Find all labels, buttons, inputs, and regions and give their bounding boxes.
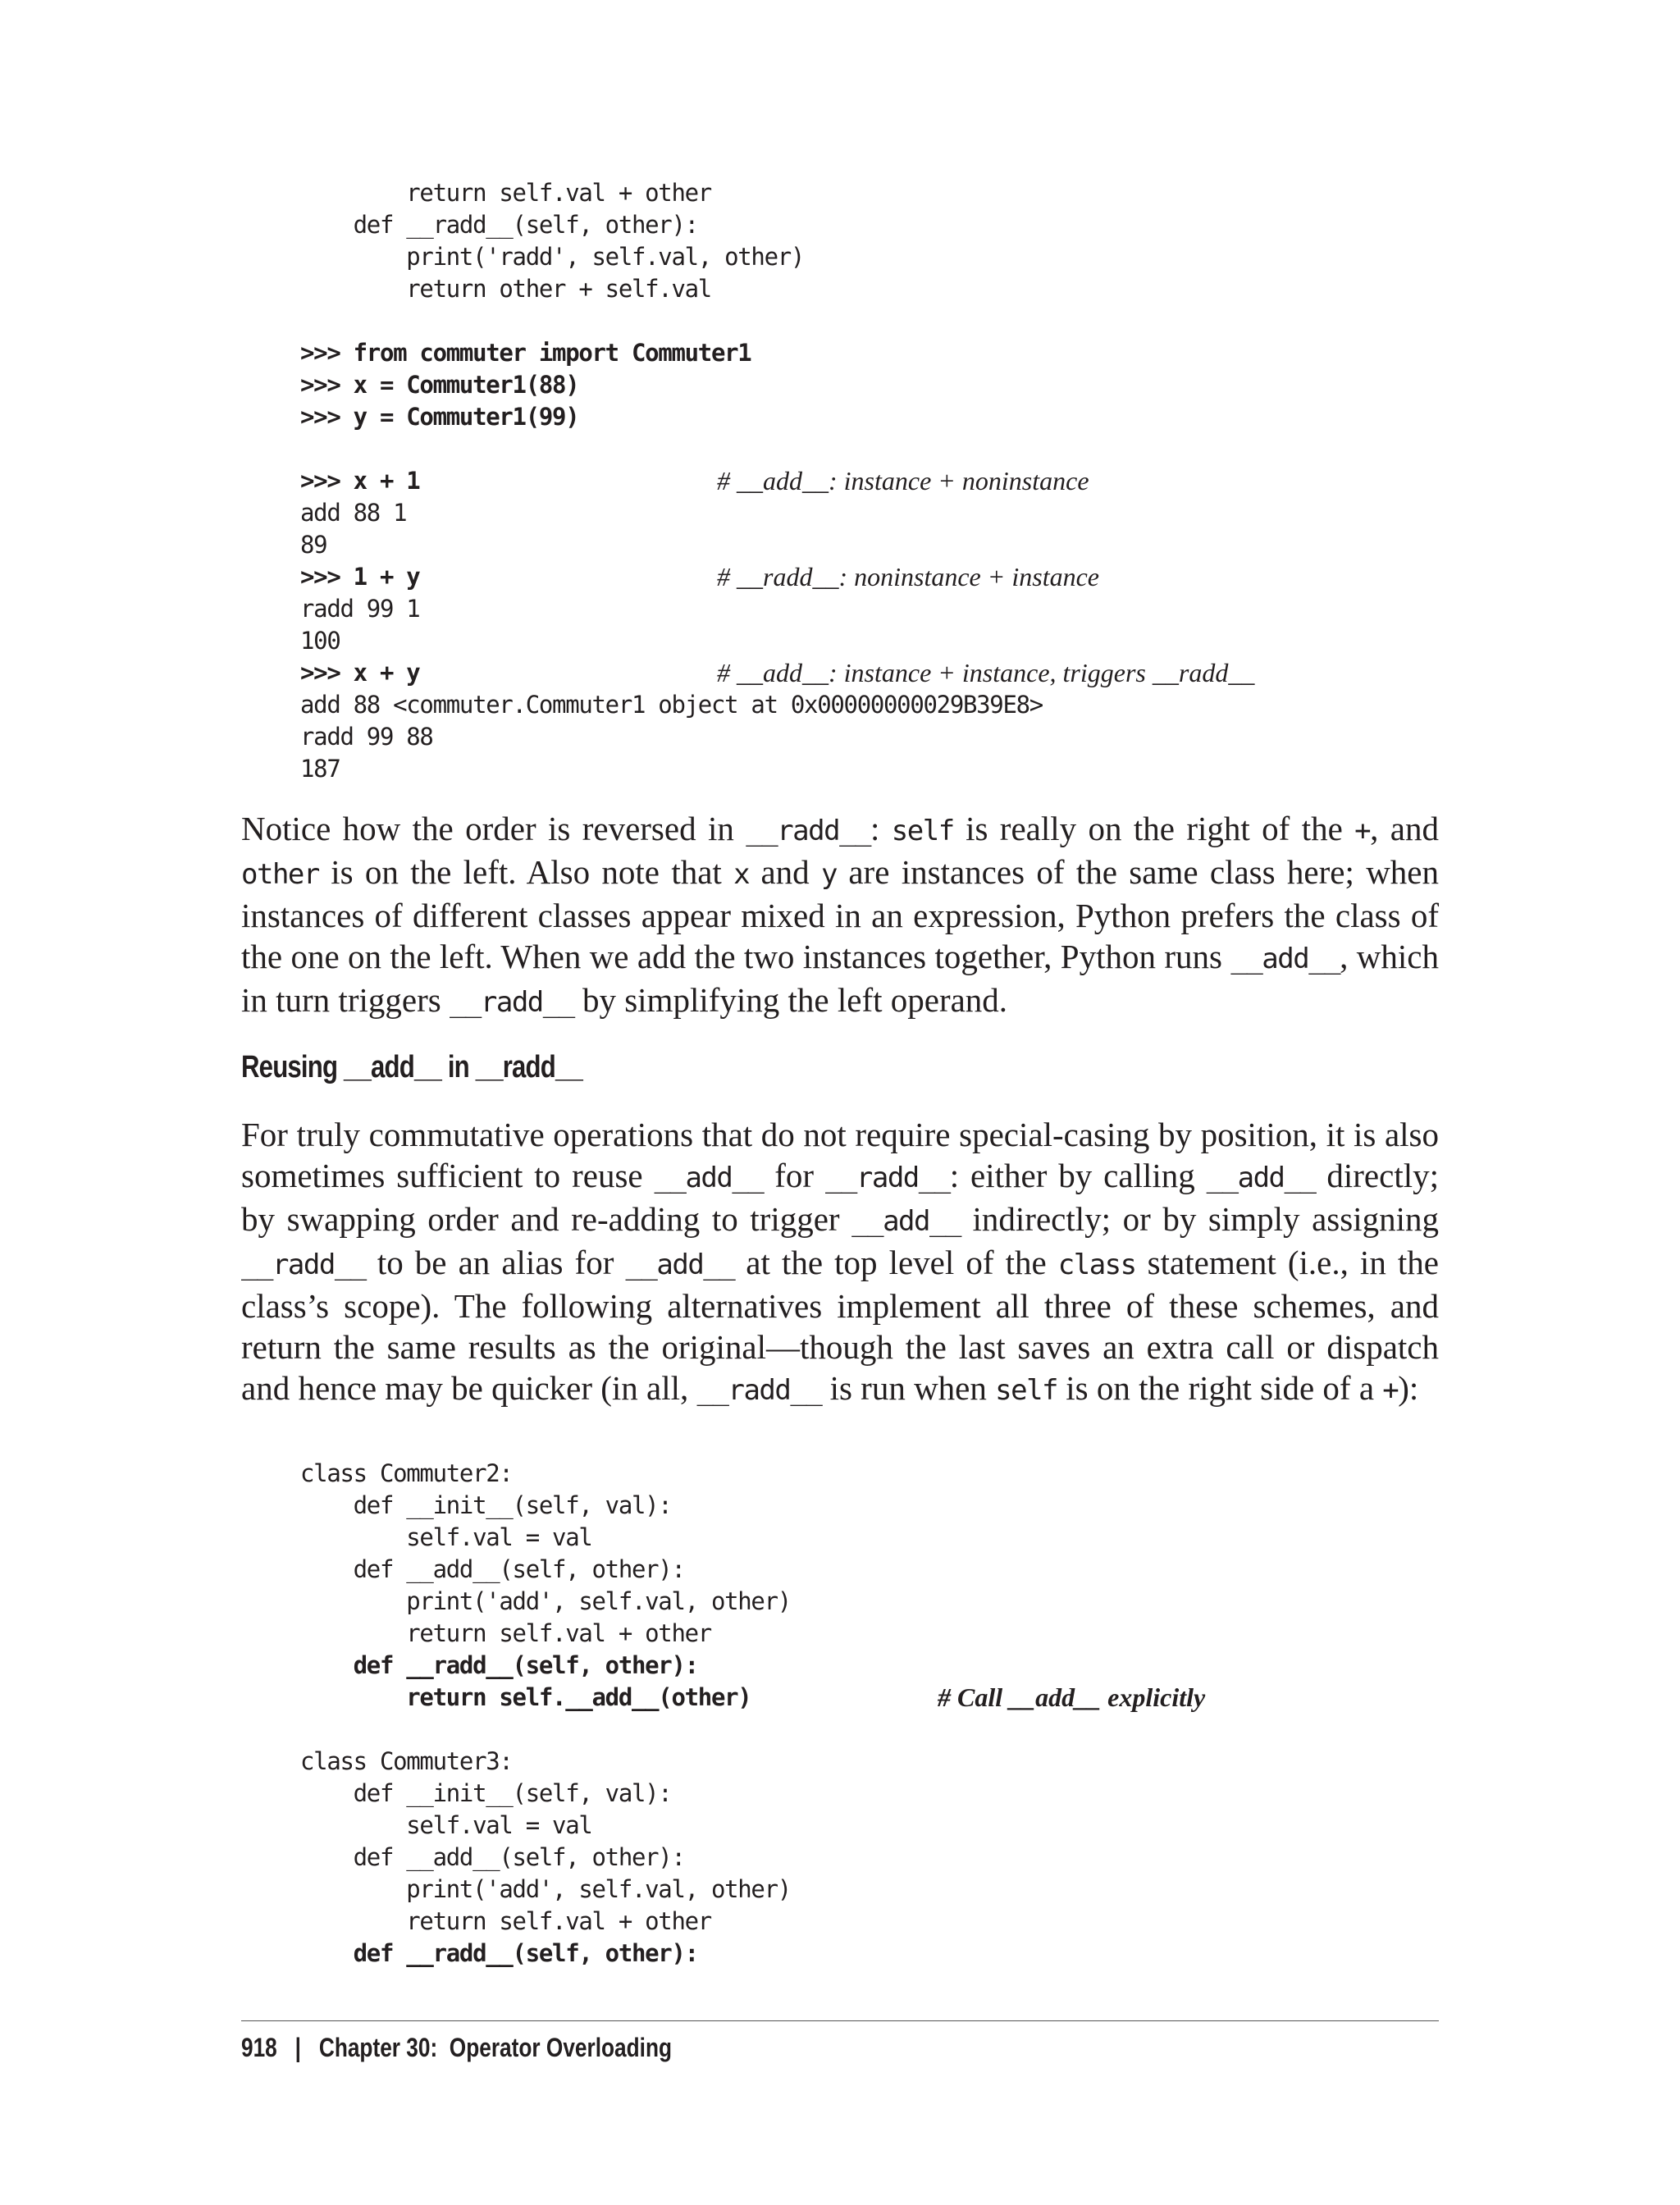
code-line: self.val = val: [300, 1811, 592, 1839]
code-prompt: >>> x + 1: [300, 467, 420, 495]
code-line: return self.val + other: [300, 1619, 711, 1647]
code-line: def __add__(self, other):: [300, 1843, 685, 1871]
code-output: 100: [300, 627, 340, 655]
code-line: return self.val + other: [300, 1907, 711, 1935]
section-heading: Reusing __add__ in __radd__: [241, 1050, 583, 1084]
body-paragraph: Notice how the order is reversed in __radd__: self is really on the right of the +, and other is on the left. Also note that x and y are instances of the same class here; when instances of different classes appear mixed in an expression, Python prefers the class of the one on the left. When we add the two instances together, Python runs __add__, which in turn triggers __radd__ by simplifying the left operand.: [241, 810, 1439, 1019]
code-output: 187: [300, 755, 340, 783]
code-line: print('add', self.val, other): [300, 1587, 791, 1615]
code-line: print('add', self.val, other): [300, 1875, 791, 1903]
code-block-top: [300, 177, 1255, 785]
code-line: def __add__(self, other):: [300, 1555, 685, 1583]
footer-rule: [241, 2020, 1439, 2021]
code-line: return self.__add__(other): [300, 1683, 751, 1711]
page-footer: [241, 2033, 672, 2063]
code-prompt: >>> x + y: [300, 659, 420, 687]
code-line: print('radd', self.val, other): [300, 243, 805, 271]
code-line: >>> y = Commuter1(99): [300, 403, 579, 431]
code-line: def __radd__(self, other):: [300, 1651, 698, 1679]
code-prompt: >>> 1 + y: [300, 563, 420, 591]
code-line: def __init__(self, val):: [300, 1491, 672, 1519]
page-number: 918: [241, 2033, 277, 2062]
code-line: return self.val + other: [300, 179, 711, 207]
footer-separator: |: [294, 2033, 301, 2062]
code-comment: # Call __add__ explicitly: [938, 1682, 1206, 1712]
code-output: add 88 1: [300, 499, 407, 527]
code-output: radd 99 1: [300, 595, 420, 623]
code-line: return other + self.val: [300, 275, 711, 303]
code-block-commuter: [300, 1458, 1206, 1970]
code-comment: # __radd__: noninstance + instance: [717, 562, 1099, 591]
code-output: 89: [300, 531, 327, 559]
code-line: class Commuter2:: [300, 1459, 513, 1487]
code-line: def __init__(self, val):: [300, 1779, 672, 1807]
code-comment: # __add__: instance + instance, triggers __radd__: [717, 658, 1255, 687]
code-output: add 88 <commuter.Commuter1 object at 0x00000000029B39E8>: [300, 691, 1043, 719]
chapter-title: Chapter 30: Operator Overloading: [318, 2033, 673, 2062]
body-paragraph: For truly commutative operations that do not require special-casing by position, it is also sometimes sufficient to reuse __add__ for __radd__: either by calling __add__ directly; by swapping order and re-adding to trigger __add__ indirectly; or by simply assigning __radd__ to be an alias for __add__ at the top level of the class statement (i.e., in the class’s scope). The following alternatives implement all three of these schemes, and return the same results as the original—though the last saves an extra call or dispatch and hence may be quicker (in all, __radd__ is run when self is on the right side of a +):: [241, 1116, 1439, 1407]
code-line: def __radd__(self, other):: [300, 1939, 698, 1967]
code-line: class Commuter3:: [300, 1747, 513, 1775]
code-line: >>> x = Commuter1(88): [300, 371, 579, 399]
code-line: >>> from commuter import Commuter1: [300, 339, 751, 367]
code-line: self.val = val: [300, 1523, 592, 1551]
code-comment: # __add__: instance + noninstance: [717, 466, 1089, 495]
code-output: radd 99 88: [300, 723, 433, 751]
code-line: def __radd__(self, other):: [300, 211, 698, 239]
